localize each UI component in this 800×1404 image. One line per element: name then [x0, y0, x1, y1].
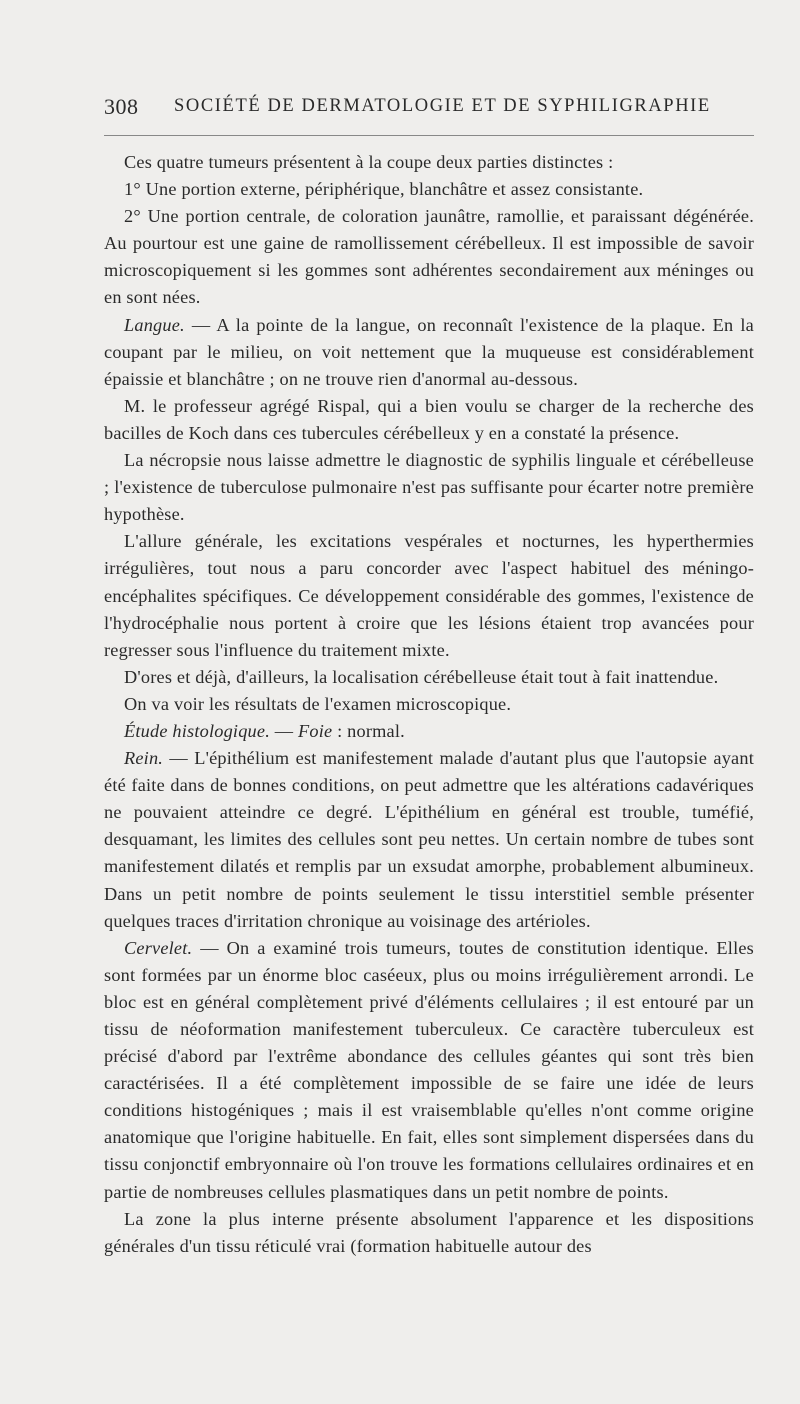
paragraph: Étude histologique. — Foie : normal. [124, 720, 405, 741]
paragraph: Ces quatre tumeurs présentent à la coupe deux parties distinctes : [124, 152, 614, 172]
page-number: 308 [104, 94, 139, 119]
section-lead: Étude histologique. [124, 720, 270, 741]
section-lead: Cervelet. [124, 937, 193, 958]
paragraph: L'allure générale, les excitations vespérales et nocturnes, les hyperthermies irrégulières, tout nous a paru concorder avec l'aspect habituel des méningo-encéphalites spécifiques. Ce développement considérable des gommes, l'existence de l'hydrocéphalie nous portent à croire que les lésions étaient trop avancées pour regresser sous l'influence du traitement mixte. [104, 531, 754, 660]
running-title: SOCIÉTÉ DE DERMATOLOGIE ET DE SYPHILIGRAPHIE [174, 96, 711, 116]
paragraph: 1° Une portion externe, périphérique, blanchâtre et assez consistante. [124, 179, 644, 200]
section-lead: Langue. [124, 314, 185, 335]
paragraph: 2° Une portion centrale, de coloration jaunâtre, ramollie, et paraissant dégénérée. Au pourtour est une gaine de ramollissement cérébelleux. Il est impossible de savoir microscopiquement si les gommes sont adhérentes secondairement aux méninges ou en sont nées. [104, 206, 754, 308]
body-text [104, 149, 754, 1260]
paragraph: La nécropsie nous laisse admettre le diagnostic de syphilis linguale et cérébelleuse ; l'existence de tuberculose pulmonaire n'est pas suffisante pour écarter notre première hypothèse. [104, 450, 754, 525]
section-lead: Rein. [124, 748, 164, 769]
section-lead: Foie [298, 720, 333, 741]
paragraph: D'ores et déjà, d'ailleurs, la localisation cérébelleuse était tout à fait inattendue. [124, 666, 719, 687]
paragraph: Cervelet. — On a examiné trois tumeurs, toutes de constitution identique. Elles sont formées par un énorme bloc caséeux, plus ou moins irrégulièrement arrondi. Le bloc est en général complètement privé d'éléments cellulaires ; il est entouré par un tissu de néoformation manifestement tuberculeux. Ce caractère tuberculeux est précisé d'abord par l'extrême abondance des cellules géantes qui sont très bien caractérisées. Il a été complètement impossible de se faire une idée de leurs conditions histogéniques ; mais il est vraisemblable qu'elles n'ont comme origine anatomique que l'origine habituelle. En fait, elles sont simplement dispersées dans du tissu conjonctif embryonnaire où l'on trouve les formations cellulaires ordinaires et en partie de nombreuses cellules plasmatiques dans un petit nombre de points. [104, 937, 754, 1202]
paragraph: M. le professeur agrégé Rispal, qui a bien voulu se charger de la recherche des bacilles de Koch dans ces tubercules cérébelleux y en a constaté la présence. [104, 395, 754, 443]
paragraph: Langue. — A la pointe de la langue, on reconnaît l'existence de la plaque. En la coupant par le milieu, on voit nettement que la muqueuse est considérablement épaissie et blanchâtre ; on ne trouve rien d'anormal au-dessous. [104, 314, 754, 389]
page-header [104, 94, 754, 124]
paragraph: La zone la plus interne présente absolument l'apparence et les dispositions générales d'un tissu réticulé vrai (formation habituelle autour des [104, 1208, 754, 1256]
paragraph: Rein. — L'épithélium est manifestement malade d'autant plus que l'autopsie ayant été faite dans de bonnes conditions, on peut admettre que les altérations cadavériques ne pouvaient atteindre ce degré. L'épithélium en général est trouble, tuméfié, desquamant, les limites des cellules sont peu nettes. Un certain nombre de tubes sont manifestement dilatés et remplis par un exsudat amorphe, probablement albumineux. Dans un petit nombre de points seulement le tissu interstitiel semble présenter quelques traces d'irritation chronique au voisinage des artérioles. [104, 748, 754, 931]
paragraph: On va voir les résultats de l'examen microscopique. [124, 693, 512, 714]
header-rule [104, 135, 754, 136]
